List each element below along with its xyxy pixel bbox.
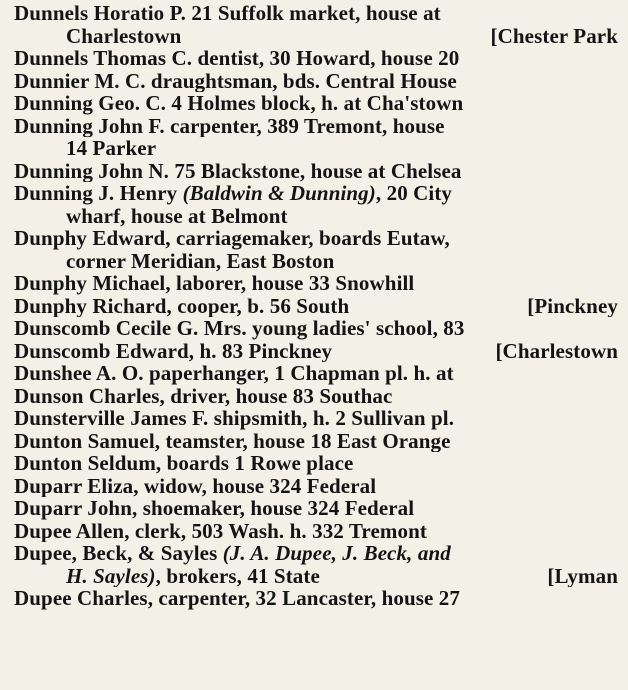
entry-text: Dunnels Thomas C. dentist, 30 Howard, house 20 <box>14 47 460 70</box>
entry-line <box>14 587 618 610</box>
entry-text: Dunning J. Henry <box>14 182 183 205</box>
entry-text: Duparr John, shoemaker, house 324 Federal <box>14 497 415 520</box>
entry-line <box>14 92 618 115</box>
entry-line <box>14 295 618 318</box>
entry-text: , brokers, 41 State <box>155 564 320 587</box>
entry-line <box>14 520 618 543</box>
entry-line <box>14 317 618 340</box>
entry-text: Dunning Geo. C. 4 Holmes block, h. at Cha'stown <box>14 92 464 115</box>
entry-text: Dupee Charles, carpenter, 32 Lancaster, house 27 <box>14 587 460 610</box>
entry-line <box>14 385 618 408</box>
entry-text: Dunton Samuel, teamster, house 18 East Orange <box>14 429 451 452</box>
entry-line <box>14 475 618 498</box>
entry-line <box>14 115 618 138</box>
entry-line <box>14 542 618 565</box>
entry-text: Dupee, Beck, & Sayles <box>14 542 223 565</box>
entry-italic-text: (J. A. Dupee, J. Beck, and <box>222 542 451 565</box>
entry-text: 14 Parker <box>66 137 157 160</box>
entry-text: Dunnier M. C. draughtsman, bds. Central House <box>14 69 457 92</box>
entry-line <box>14 362 618 385</box>
entry-text: wharf, house at Belmont <box>66 204 288 227</box>
entry-text: Dunsterville James F. shipsmith, h. 2 Sullivan pl. <box>14 407 455 430</box>
entry-overflow-text: [Charlestown <box>495 339 618 362</box>
entry-line <box>14 340 618 363</box>
entry-line <box>14 430 618 453</box>
entry-overflow-text: [Pinckney <box>527 294 618 317</box>
entry-overflow-text: [Lyman <box>547 564 618 587</box>
entry-line <box>14 160 618 183</box>
entry-text: Dunson Charles, driver, house 83 Southac <box>14 384 393 407</box>
entry-text: Duparr Eliza, widow, house 324 Federal <box>14 474 377 497</box>
entry-text: Dunphy Richard, cooper, b. 56 South <box>14 294 350 317</box>
entry-line <box>14 227 618 250</box>
entry-line <box>14 25 618 48</box>
entry-text: Dunning John F. carpenter, 389 Tremont, house <box>14 114 445 137</box>
entry-line <box>14 452 618 475</box>
entry-line <box>14 272 618 295</box>
entry-text: Dunning John N. 75 Blackstone, house at Chelsea <box>14 159 462 182</box>
entry-line <box>14 137 618 160</box>
entry-text: Dunshee A. O. paperhanger, 1 Chapman pl. h. at <box>14 362 454 385</box>
entry-text: Dunphy Edward, carriagemaker, boards Eutaw, <box>14 227 450 250</box>
entry-text: , 20 City <box>375 182 453 205</box>
entry-line <box>14 205 618 228</box>
entry-text: Dunphy Michael, laborer, house 33 Snowhill <box>14 272 415 295</box>
directory-entries <box>14 2 618 610</box>
entry-italic-text: H. Sayles) <box>66 564 156 587</box>
entry-text: corner Meridian, East Boston <box>66 249 335 272</box>
entry-text: Dunton Seldum, boards 1 Rowe place <box>14 452 354 475</box>
entry-line <box>14 2 618 25</box>
entry-line <box>14 182 618 205</box>
entry-text: Dupee Allen, clerk, 503 Wash. h. 332 Tremont <box>14 519 427 542</box>
entry-line <box>14 70 618 93</box>
entry-line <box>14 47 618 70</box>
entry-overflow-text: [Chester Park <box>490 24 618 47</box>
entry-text: Dunscomb Cecile G. Mrs. young ladies' school, 83 <box>14 317 465 340</box>
entry-text: Dunnels Horatio P. 21 Suffolk market, house at <box>14 2 441 25</box>
entry-text: Charlestown <box>66 24 182 47</box>
entry-line <box>14 407 618 430</box>
entry-text: Dunscomb Edward, h. 83 Pinckney <box>14 339 333 362</box>
entry-line <box>14 250 618 273</box>
entry-line <box>14 565 618 588</box>
entry-line <box>14 497 618 520</box>
entry-italic-text: (Baldwin & Dunning) <box>182 182 376 205</box>
